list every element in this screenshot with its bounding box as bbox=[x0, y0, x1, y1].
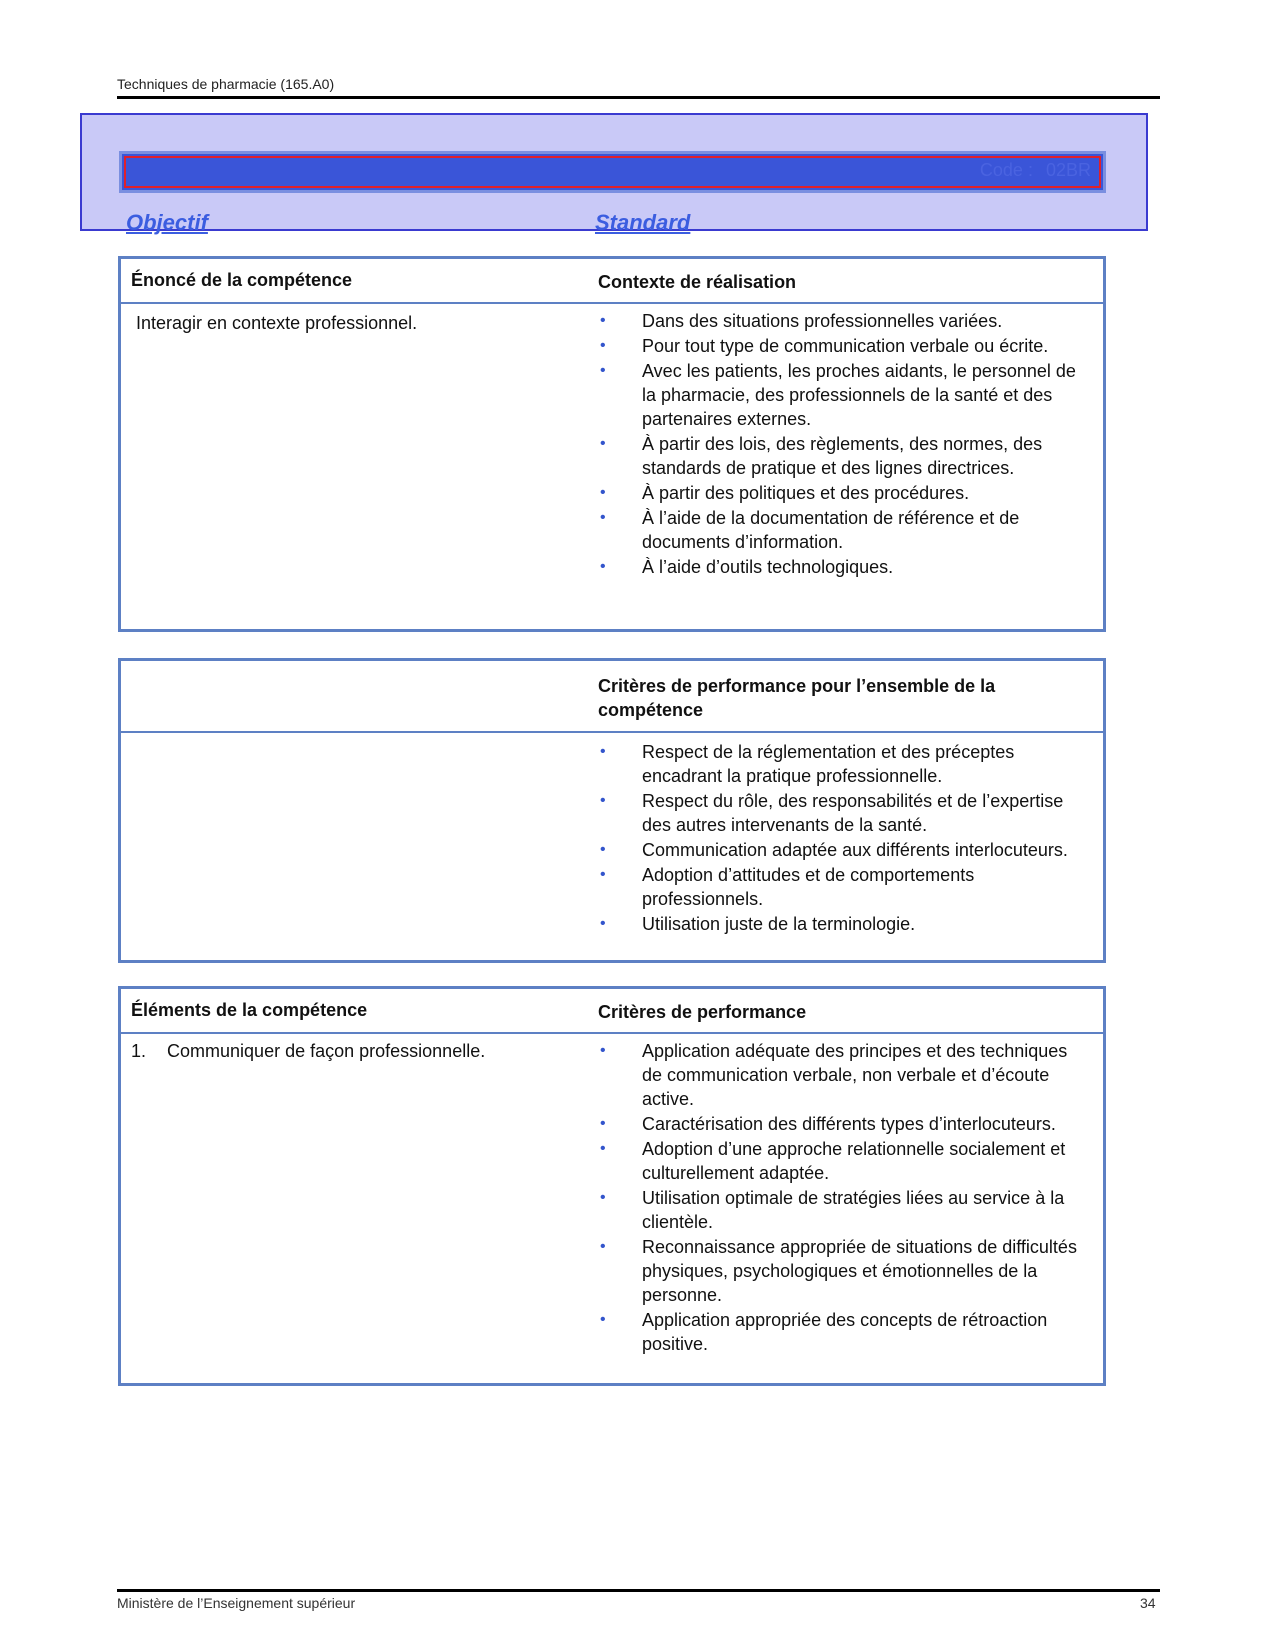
list-item: • À partir des lois, des règlements, des normes, des standards de pratique et des lignes directrices. bbox=[600, 434, 1043, 478]
elements-criteria-table bbox=[118, 986, 1106, 1386]
list-item: • Communication adaptée aux différents interlocuteurs. bbox=[600, 840, 1068, 860]
list-item: • À l’aide d’outils technologiques. bbox=[600, 557, 894, 577]
list-item: • Respect du rôle, des responsabilités et de l’expertise des autres intervenants de la santé. bbox=[600, 791, 1064, 835]
list-item: • Adoption d’une approche relationnelle socialement et culturellement adaptée. bbox=[600, 1139, 1066, 1183]
bullet-icon: • bbox=[600, 484, 606, 501]
bullet-icon: • bbox=[600, 792, 606, 809]
bullet-icon: • bbox=[600, 558, 606, 575]
context-list bbox=[598, 309, 1088, 580]
list-item: • Respect de la réglementation et des préceptes encadrant la pratique professionnelle. bbox=[600, 742, 1015, 786]
bullet-icon: • bbox=[600, 1115, 606, 1132]
list-item: • Application appropriée des concepts de rétroaction positive. bbox=[600, 1310, 1048, 1354]
list-item: • Utilisation optimale de stratégies liées au service à la clientèle. bbox=[600, 1188, 1065, 1232]
header-rule bbox=[117, 96, 1160, 99]
bullet-icon: • bbox=[600, 915, 606, 932]
elements-header: Éléments de la compétence bbox=[131, 1000, 368, 1020]
element-text: Communiquer de façon professionnelle. bbox=[167, 1041, 486, 1061]
element-number: 1. bbox=[131, 1041, 147, 1061]
list-item: • Adoption d’attitudes et de comportements professionnels. bbox=[600, 865, 975, 909]
footer-rule bbox=[117, 1589, 1160, 1592]
footer-ministry: Ministère de l’Enseignement supérieur bbox=[117, 1595, 356, 1611]
list-item: • Utilisation juste de la terminologie. bbox=[600, 914, 916, 934]
list-item: • Pour tout type de communication verbale ou écrite. bbox=[600, 336, 1049, 356]
bullet-icon: • bbox=[600, 1042, 606, 1059]
bullet-icon: • bbox=[600, 841, 606, 858]
competency-statement: Interagir en contexte professionnel. bbox=[136, 313, 418, 333]
overall-criteria-list bbox=[598, 740, 1088, 937]
bullet-icon: • bbox=[600, 1238, 606, 1255]
code-label: Code : bbox=[979, 160, 1033, 180]
competency-element bbox=[131, 1041, 485, 1062]
list-item: • Application adéquate des principes et des techniques de communication verbale, non verbale et d’écoute active. bbox=[600, 1041, 1068, 1109]
performance-criteria-list bbox=[598, 1039, 1088, 1357]
criteria-header: Critères de performance bbox=[598, 1002, 807, 1022]
bullet-icon: • bbox=[600, 435, 606, 452]
list-item: • Reconnaissance appropriée de situations de difficultés physiques, psychologiques et émotionnelles de la personne. bbox=[600, 1237, 1077, 1305]
bullet-icon: • bbox=[600, 743, 606, 760]
table-header bbox=[121, 661, 1103, 733]
table-header bbox=[121, 989, 1103, 1034]
bullet-icon: • bbox=[600, 1311, 606, 1328]
running-header: Techniques de pharmacie (165.A0) bbox=[117, 76, 335, 92]
bullet-icon: • bbox=[600, 337, 606, 354]
bullet-icon: • bbox=[600, 362, 606, 379]
list-item: • À partir des politiques et des procédures. bbox=[600, 483, 970, 503]
page-number: 34 bbox=[1140, 1595, 1156, 1611]
list-item: • À l’aide de la documentation de référence et de documents d’information. bbox=[600, 508, 1020, 552]
bullet-icon: • bbox=[600, 509, 606, 526]
overall-criteria-table bbox=[118, 658, 1106, 963]
competency-code-bar bbox=[119, 151, 1106, 193]
overall-criteria-header: Critères de performance pour l’ensemble de la compétence bbox=[598, 676, 996, 720]
statement-header: Énoncé de la compétence bbox=[131, 270, 353, 290]
list-item: • Caractérisation des différents types d’interlocuteurs. bbox=[600, 1114, 1056, 1134]
objective-label: Objectif bbox=[126, 210, 208, 235]
list-item: • Dans des situations professionnelles variées. bbox=[600, 311, 1003, 331]
standard-label: Standard bbox=[595, 210, 691, 235]
code-value: 02BR bbox=[1045, 160, 1091, 180]
bullet-icon: • bbox=[600, 1189, 606, 1206]
bullet-icon: • bbox=[600, 1140, 606, 1157]
context-header: Contexte de réalisation bbox=[598, 272, 797, 292]
bullet-icon: • bbox=[600, 866, 606, 883]
bullet-icon: • bbox=[600, 312, 606, 329]
competency-code bbox=[976, 160, 1095, 181]
competency-statement-table bbox=[118, 256, 1106, 632]
table-header bbox=[121, 259, 1103, 304]
list-item: • Avec les patients, les proches aidants, le personnel de la pharmacie, des professionnels de la santé et des partenaires externes. bbox=[600, 361, 1076, 429]
code-bar-border bbox=[124, 156, 1101, 188]
